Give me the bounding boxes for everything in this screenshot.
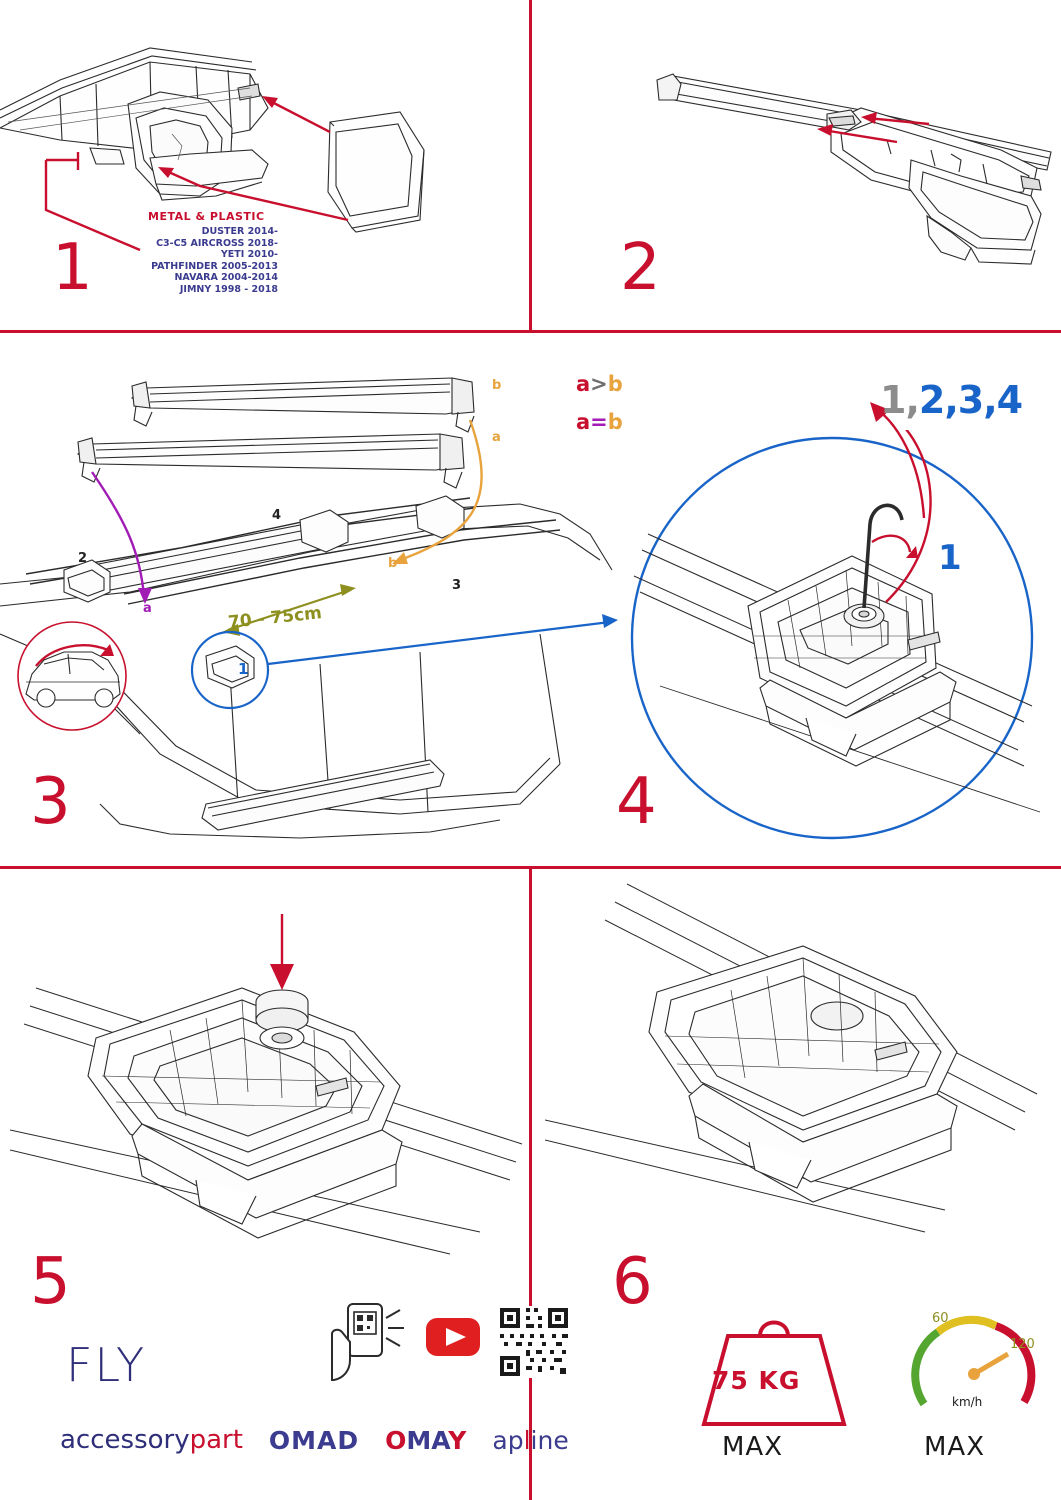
panel-2-illustration bbox=[531, 0, 1061, 330]
vehicle-item: PATHFINDER 2005-2013 bbox=[151, 260, 278, 272]
rule-operator: > bbox=[590, 372, 608, 396]
position-label-4: 4 bbox=[272, 508, 282, 523]
brand-apline bbox=[492, 1426, 568, 1455]
qr-scan-hand-icon bbox=[332, 1304, 404, 1380]
rule-a: a bbox=[576, 410, 591, 434]
step-number-3: 3 bbox=[30, 765, 71, 839]
brand-omad: OMAD bbox=[268, 1425, 360, 1455]
position-label-1: 1 bbox=[238, 660, 249, 678]
vehicle-item: JIMNY 1998 - 2018 bbox=[179, 283, 278, 295]
vehicle-item: NAVARA 2004-2014 bbox=[174, 272, 278, 283]
weight-value: 75 KG bbox=[712, 1366, 801, 1395]
rule-a-equals-b bbox=[576, 410, 623, 434]
rule-b: b bbox=[607, 410, 623, 434]
brand-fly: FLY bbox=[66, 1338, 147, 1392]
panel1-vehicle-list bbox=[118, 226, 278, 295]
svg-text:120: 120 bbox=[1010, 1337, 1035, 1352]
rule-a-greater-b bbox=[576, 372, 623, 396]
panel1-heading: METAL & PLASTIC bbox=[148, 210, 265, 223]
brand-omay bbox=[385, 1426, 466, 1455]
bar-label-a-roof: a bbox=[143, 601, 152, 616]
vehicle-item: YETI 2010- bbox=[220, 249, 278, 260]
distance-label: 70 - 75cm bbox=[227, 603, 323, 633]
position-label-2: 2 bbox=[78, 551, 88, 566]
apline-pre: ap bbox=[492, 1425, 524, 1455]
step-number-5: 5 bbox=[30, 1245, 71, 1319]
brand-logo-row bbox=[60, 1420, 580, 1460]
youtube-icon bbox=[426, 1318, 480, 1356]
panel4-callout-number: 1 bbox=[938, 538, 962, 578]
panel-5-illustration bbox=[10, 880, 530, 1260]
omay-post: Y bbox=[448, 1425, 467, 1455]
weight-max-label: MAX bbox=[722, 1432, 784, 1462]
brand-part-text: part bbox=[189, 1425, 243, 1455]
step-number-6: 6 bbox=[612, 1245, 653, 1319]
sequence-first: 1, bbox=[880, 378, 919, 422]
divider-top bbox=[0, 330, 1061, 333]
svg-text:km/h: km/h bbox=[952, 1395, 983, 1409]
step-number-2: 2 bbox=[620, 231, 661, 305]
brand-accessorypart bbox=[60, 1425, 243, 1455]
rule-a: a bbox=[576, 372, 591, 396]
panel4-sequence-label bbox=[880, 378, 1022, 422]
qr-code bbox=[498, 1306, 570, 1378]
step-number-1: 1 bbox=[52, 231, 93, 305]
weight-limit-icon bbox=[690, 1300, 890, 1430]
speed-limit-icon bbox=[900, 1296, 1060, 1436]
speed-max-label: MAX bbox=[924, 1432, 986, 1462]
rule-operator: = bbox=[590, 410, 608, 434]
omay-mid: MA bbox=[406, 1425, 449, 1455]
svg-text:60: 60 bbox=[932, 1311, 949, 1326]
vehicle-item: DUSTER 2014- bbox=[201, 226, 278, 237]
brand-accessory-text: accessory bbox=[60, 1425, 190, 1455]
apline-post: ine bbox=[530, 1425, 569, 1455]
apline-mid: l bbox=[523, 1425, 531, 1455]
panel-6-illustration bbox=[545, 880, 1045, 1260]
step-number-4: 4 bbox=[616, 765, 657, 839]
omay-pre: O bbox=[385, 1425, 407, 1455]
panel-3-illustration bbox=[0, 334, 620, 864]
bar-label-b-top: b bbox=[492, 378, 502, 393]
position-label-3: 3 bbox=[452, 578, 462, 593]
bar-label-a-top: a bbox=[492, 430, 501, 445]
rule-b: b bbox=[607, 372, 623, 396]
media-icons-row bbox=[330, 1300, 580, 1390]
sequence-rest: 2,3,4 bbox=[918, 378, 1023, 422]
bar-label-b-roof: b bbox=[388, 556, 398, 571]
vehicle-item: C3-C5 AIRCROSS 2018- bbox=[156, 237, 278, 249]
